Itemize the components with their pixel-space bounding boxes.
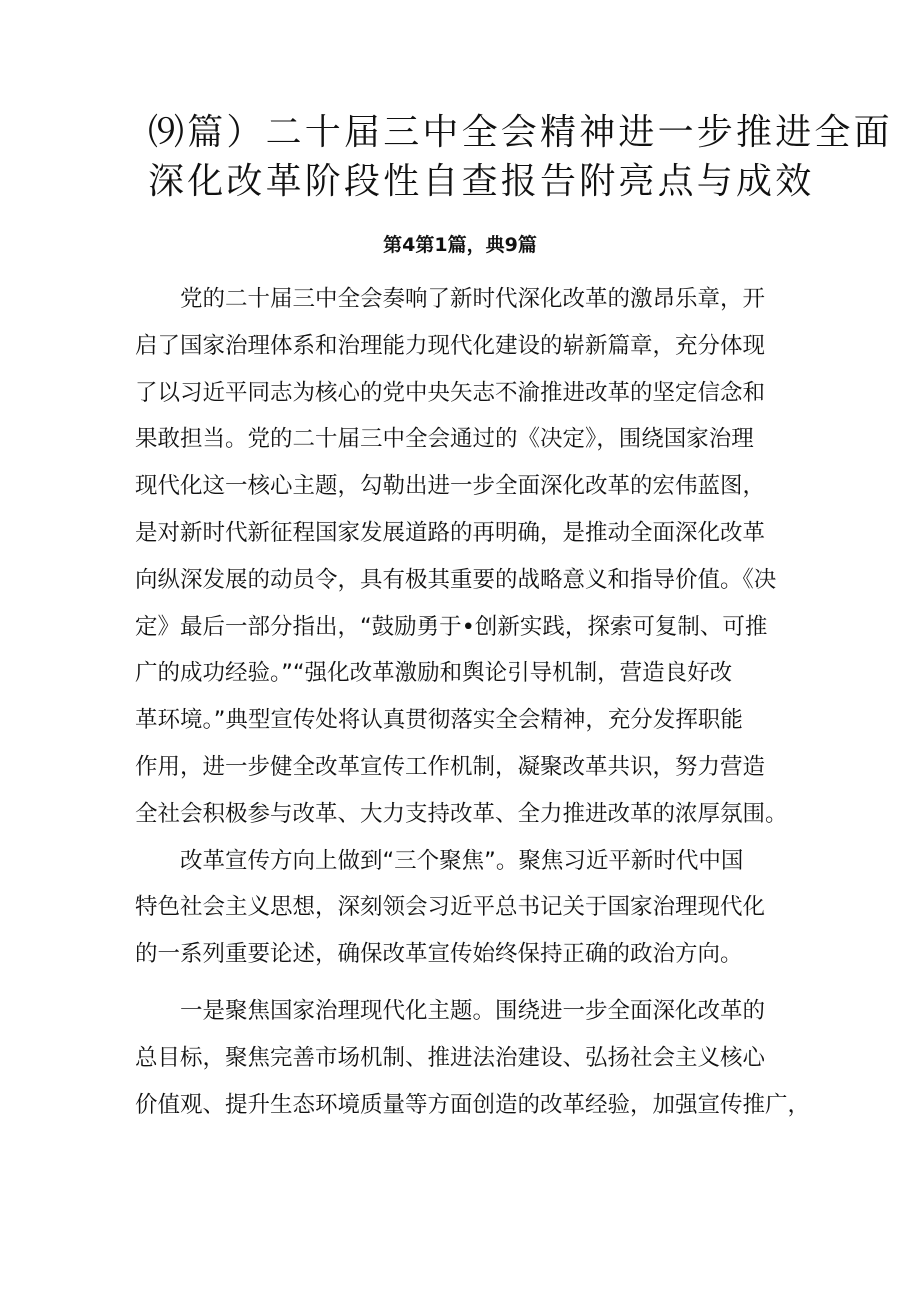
paragraph-line: 了以习近平同志为核心的党中央矢志不渝推进改革的坚定信念和 [135,379,766,406]
paragraph-line: 革环境。”典型宣传处将认真贯彻落实全会精神，充分发挥职能 [135,707,743,734]
paragraph-line: 广的成功经验。”“强化改革激励和舆论引导机制，营造良好改 [135,660,733,687]
paragraph-line: 作用，进一步健全改革宣传工作机制，凝聚改革共识，努力营造 [135,753,766,780]
paragraph-line: 总目标，聚焦完善市场机制、推进法治建设、弘扬社会主义核心 [135,1044,766,1071]
paragraph-line: 果敢担当。党的二十届三中全会通过的《决定》，围绕国家治理 [135,426,754,453]
paragraph-line: 定》最后一部分指出，“鼓励勇于•创新实践，探索可复制、可推 [135,613,768,640]
paragraph-1 [135,276,795,838]
paragraph-line: 一是聚焦国家治理现代化主题。围绕进一步全面深化改革的 [180,997,766,1024]
paragraph-line: 的一系列重要论述，确保改革宣传始终保持正确的政治方向。 [135,941,743,968]
paragraph-line: 现代化这一核心主题，勾勒出进一步全面深化改革的宏伟蓝图， [135,473,766,500]
paragraph-line: 启了国家治理体系和治理能力现代化建设的崭新篇章，充分体现 [135,332,766,359]
title-line: ⑼篇）二十届三中全会精神进一步推进全面 [148,112,893,153]
paragraph-line: 全社会积极参与改革、大力支持改革、全力推进改革的浓厚氛围。 [135,800,788,827]
title-line: 深化改革阶段性自查报告附亮点与成效 [148,161,815,202]
paragraph-3 [135,988,811,1128]
paragraph-line: 党的二十届三中全会奏响了新时代深化改革的激昂乐章，开 [180,286,766,312]
paragraph-line: 价值观、提升生态环境质量等方面创造的改革经验，加强宣传推广， [135,1091,811,1118]
document-body [135,276,811,1128]
document-subtitle: 第4第1篇，典9篇 [383,234,537,256]
paragraph-line: 特色社会主义思想，深刻领会习近平总书记关于国家治理现代化 [135,894,766,921]
document-title [148,108,893,206]
paragraph-line: 向纵深发展的动员令，具有极其重要的战略意义和指导价值。《决 [135,566,777,593]
paragraph-line: 改革宣传方向上做到“三个聚焦”。聚焦习近平新时代中国 [180,847,744,874]
paragraph-2 [135,838,795,978]
paragraph-line: 是对新时代新征程国家发展道路的再明确，是推动全面深化改革 [135,519,766,546]
